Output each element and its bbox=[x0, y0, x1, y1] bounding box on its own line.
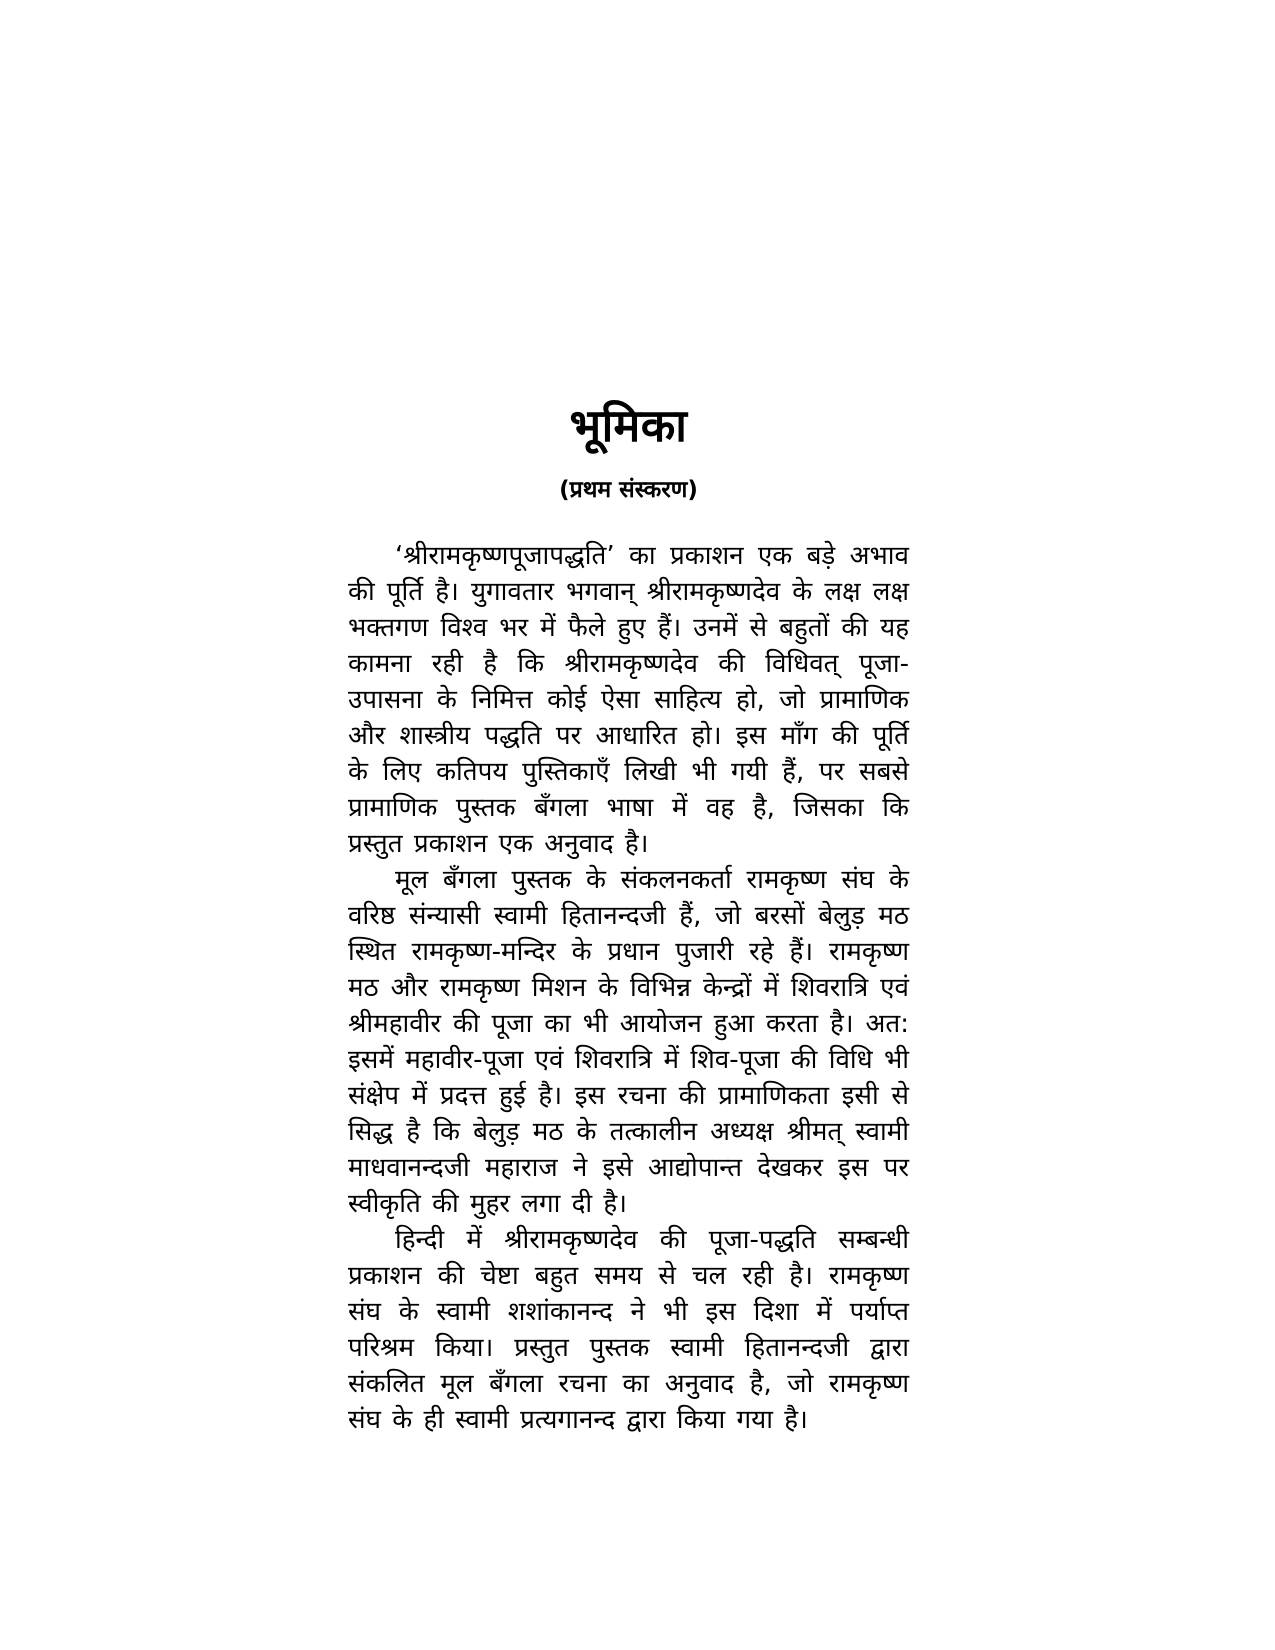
body-text bbox=[348, 538, 909, 1438]
page-title: भूमिका bbox=[569, 399, 688, 452]
paragraph-3: हिन्दी में श्रीरामकृष्णदेव की पूजा-पद्धति सम्बन्धी प्रकाशन की चेष्टा बहुत समय से चल रही है। रामकृष्ण संघ के स्वामी शशांकानन्द ने भी इस दिशा में पर्याप्त परिश्रम किया। प्रस्तुत पुस्तक स्वामी हितानन्दजी द्वारा संकलित मूल बँगला रचना का अनुवाद है, जो रामकृष्ण संघ के ही स्वामी प्रत्यगानन्द द्वारा किया गया है। bbox=[348, 1225, 909, 1436]
page-subtitle: (प्रथम संस्करण) bbox=[559, 477, 698, 504]
paragraph-1: ‘श्रीरामकृष्णपूजापद्धति’ का प्रकाशन एक बड़े अभाव की पूर्ति है। युगावतार भगवान् श्रीरामकृष्णदेव के लक्ष लक्ष भक्तगण विश्व भर में फैले हुए हैं। उनमें से बहुतों की यह कामना रही है कि श्रीरामकृष्णदेव की विधिवत् पूजा-उपासना के निमित्त कोई ऐसा साहित्य हो, जो प्रामाणिक और शास्त्रीय पद्धति पर आधारित हो। इस माँग की पूर्ति के लिए कतिपय पुस्तिकाएँ लिखी भी गयी हैं, पर सबसे प्रामाणिक पुस्तक बँगला भाषा में वह है, जिसका कि प्रस्तुत प्रकाशन एक अनुवाद है। bbox=[348, 541, 909, 860]
paragraph-2: मूल बँगला पुस्तक के संकलनकर्ता रामकृष्ण संघ के वरिष्ठ संन्यासी स्वामी हितानन्दजी हैं, जो बरसों बेलुड़ मठ स्थित रामकृष्ण-मन्दिर के प्रधान पुजारी रहे हैं। रामकृष्ण मठ और रामकृष्ण मिशन के विभिन्न केन्द्रों में शिवरात्रि एवं श्रीमहावीर की पूजा का भी आयोजन हुआ करता है। अत: इसमें महावीर-पूजा एवं शिवरात्रि में शिव-पूजा की विधि भी संक्षेप में प्रदत्त हुई है। इस रचना की प्रामाणिकता इसी से सिद्ध है कि बेलुड़ मठ के तत्कालीन अध्यक्ष श्रीमत् स्वामी माधवानन्दजी महाराज ने इसे आद्योपान्त देखकर इस पर स्वीकृति की मुहर लगा दी है। bbox=[348, 865, 909, 1220]
text-column bbox=[348, 398, 909, 1438]
